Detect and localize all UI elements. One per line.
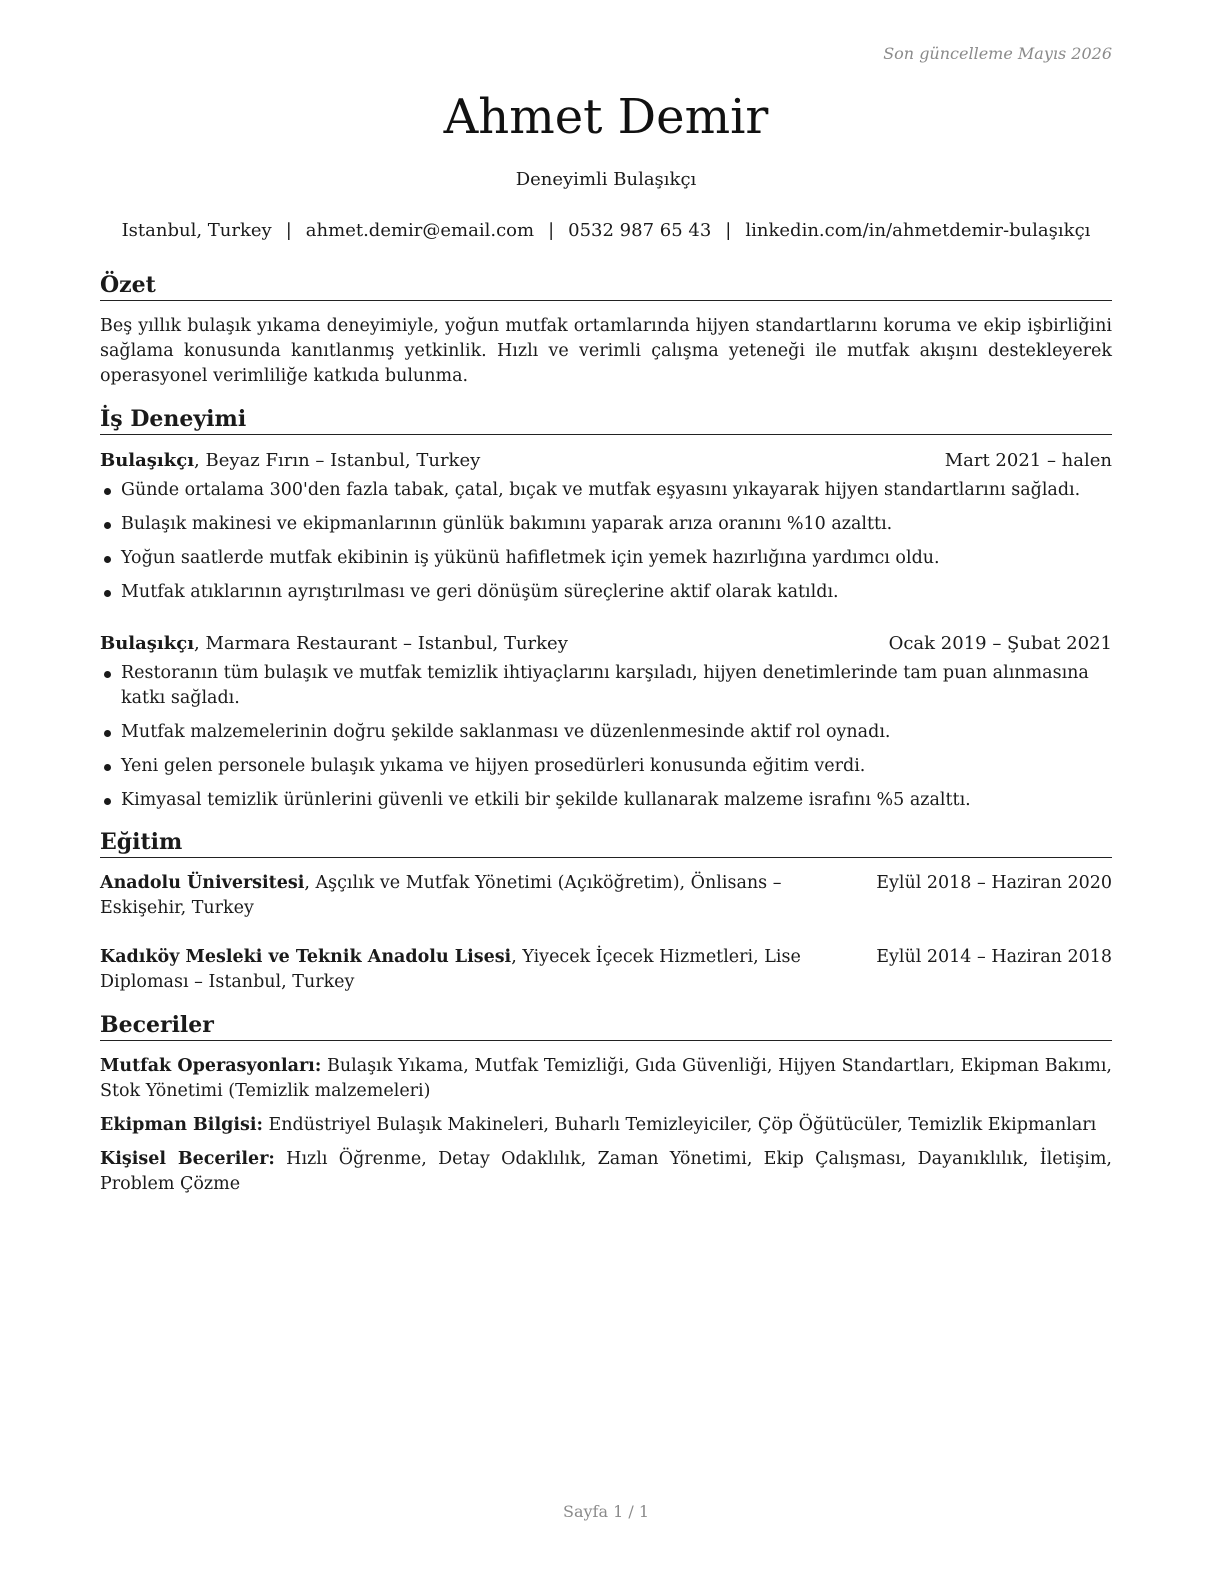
job-company: , Marmara Restaurant – Istanbul, Turkey [194, 633, 568, 654]
candidate-title: Deneyimli Bulaşıkçı [515, 169, 697, 190]
education-school: Anadolu Üniversitesi [100, 873, 305, 893]
contact-linkedin[interactable]: linkedin.com/in/ahmetdemir-bulaşıkçı [745, 220, 1091, 241]
skill-row [100, 1054, 1112, 1104]
skill-label: Kişisel Beceriler: [100, 1149, 275, 1169]
job-bullet: Yoğun saatlerde mutfak ekibinin iş yükünü hafifletmek için yemek hazırlığına yardımcı oldu. [100, 546, 1112, 571]
education-dates: Eylül 2018 – Haziran 2020 [876, 873, 1112, 893]
job-bullet: Yeni gelen personele bulaşık yıkama ve hijyen prosedürleri konusunda eğitim verdi. [100, 754, 1112, 779]
skill-value: Endüstriyel Bulaşık Makineleri, Buharlı Temizleyiciler, Çöp Öğütücüler, Temizlik Ekipmanları [262, 1115, 1097, 1135]
page-number: Sayfa 1 / 1 [562, 1502, 649, 1521]
skills-heading: Beceriler [100, 1011, 1112, 1041]
job-role: Bulaşıkçı [100, 450, 195, 471]
skill-row [100, 1113, 1112, 1138]
education-item [100, 945, 1112, 995]
education-details: , Yiyecek İçecek Hizmetleri, Lise Diploması – Istanbul, Turkey [100, 947, 801, 992]
education-details: , Aşçılık ve Mutfak Yönetimi (Açıköğretim), Önlisans – Eskişehir, Turkey [100, 873, 782, 918]
job-header [100, 448, 1112, 474]
job-company: , Beyaz Fırın – Istanbul, Turkey [194, 450, 481, 471]
job-bullets [100, 661, 1112, 822]
skill-value: Bulaşık Yıkama, Mutfak Temizliği, Gıda Güvenliği, Hijyen Standartları, Ekipman Bakımı, Stok Yönetimi (Temizlik malzemeleri) [100, 1056, 1112, 1101]
job-bullet: Günde ortalama 300'den fazla tabak, çatal, bıçak ve mutfak eşyasını yıkayarak hijyen standartlarını sağladı. [100, 478, 1112, 503]
contact-line [100, 218, 1112, 244]
education-school: Kadıköy Mesleki ve Teknik Anadolu Lisesi [100, 947, 512, 967]
job-header [100, 631, 1112, 657]
resume-page [100, 0, 1112, 1584]
education-heading: Eğitim [100, 828, 1112, 858]
job-dates: Ocak 2019 – Şubat 2021 [888, 633, 1112, 654]
skill-row [100, 1147, 1112, 1197]
job-bullet: Mutfak atıklarının ayrıştırılması ve geri dönüşüm süreçlerine aktif olarak katıldı. [100, 580, 1112, 605]
job-bullet: Mutfak malzemelerinin doğru şekilde saklanması ve düzenlenmesinde aktif rol oynadı. [100, 720, 1112, 745]
education-item [100, 871, 1112, 921]
job-bullets [100, 478, 1112, 614]
contact-location: Istanbul, Turkey [121, 220, 272, 241]
skill-value: Hızlı Öğrenme, Detay Odaklılık, Zaman Yönetimi, Ekip Çalışması, Dayanıklılık, İletişim, Problem Çözme [100, 1149, 1112, 1194]
candidate-name: Ahmet Demir [443, 89, 769, 145]
job-title-line [100, 448, 480, 474]
job-dates: Mart 2021 – halen [944, 450, 1112, 471]
education-dates: Eylül 2014 – Haziran 2018 [876, 947, 1112, 967]
last-updated: Son güncelleme Mayıs 2026 [883, 44, 1112, 63]
skill-label: Ekipman Bilgisi: [100, 1115, 263, 1135]
job-bullet: Kimyasal temizlik ürünlerini güvenli ve etkili bir şekilde kullanarak malzeme israfını %5 azalttı. [100, 788, 1112, 813]
job-bullet: Bulaşık makinesi ve ekipmanlarının günlük bakımını yaparak arıza oranını %10 azalttı. [100, 512, 1112, 537]
experience-heading: İş Deneyimi [100, 405, 1112, 435]
skill-label: Mutfak Operasyonları: [100, 1056, 322, 1076]
job-role: Bulaşıkçı [100, 633, 195, 654]
job-bullet: Restoranın tüm bulaşık ve mutfak temizlik ihtiyaçlarını karşıladı, hijyen denetimlerinde tam puan alınmasına katkı sağladı. [100, 661, 1112, 711]
contact-email[interactable]: ahmet.demir@email.com [305, 220, 535, 241]
job-title-line [100, 631, 568, 657]
contact-separator: | [725, 220, 732, 241]
summary-heading: Özet [100, 271, 1112, 301]
summary-text: Beş yıllık bulaşık yıkama deneyimiyle, yoğun mutfak ortamlarında hijyen standartlarını koruma ve ekip işbirliğini sağlama konusunda kanıtlanmış yetkinlik. Hızlı ve verimli çalışma yeteneği ile mutfak akışını destekleyerek operasyonel verimliliğe katkıda bulunma. [100, 316, 1112, 386]
contact-separator: | [548, 220, 555, 241]
contact-separator: | [285, 220, 292, 241]
contact-phone[interactable]: 0532 987 65 43 [568, 220, 712, 241]
